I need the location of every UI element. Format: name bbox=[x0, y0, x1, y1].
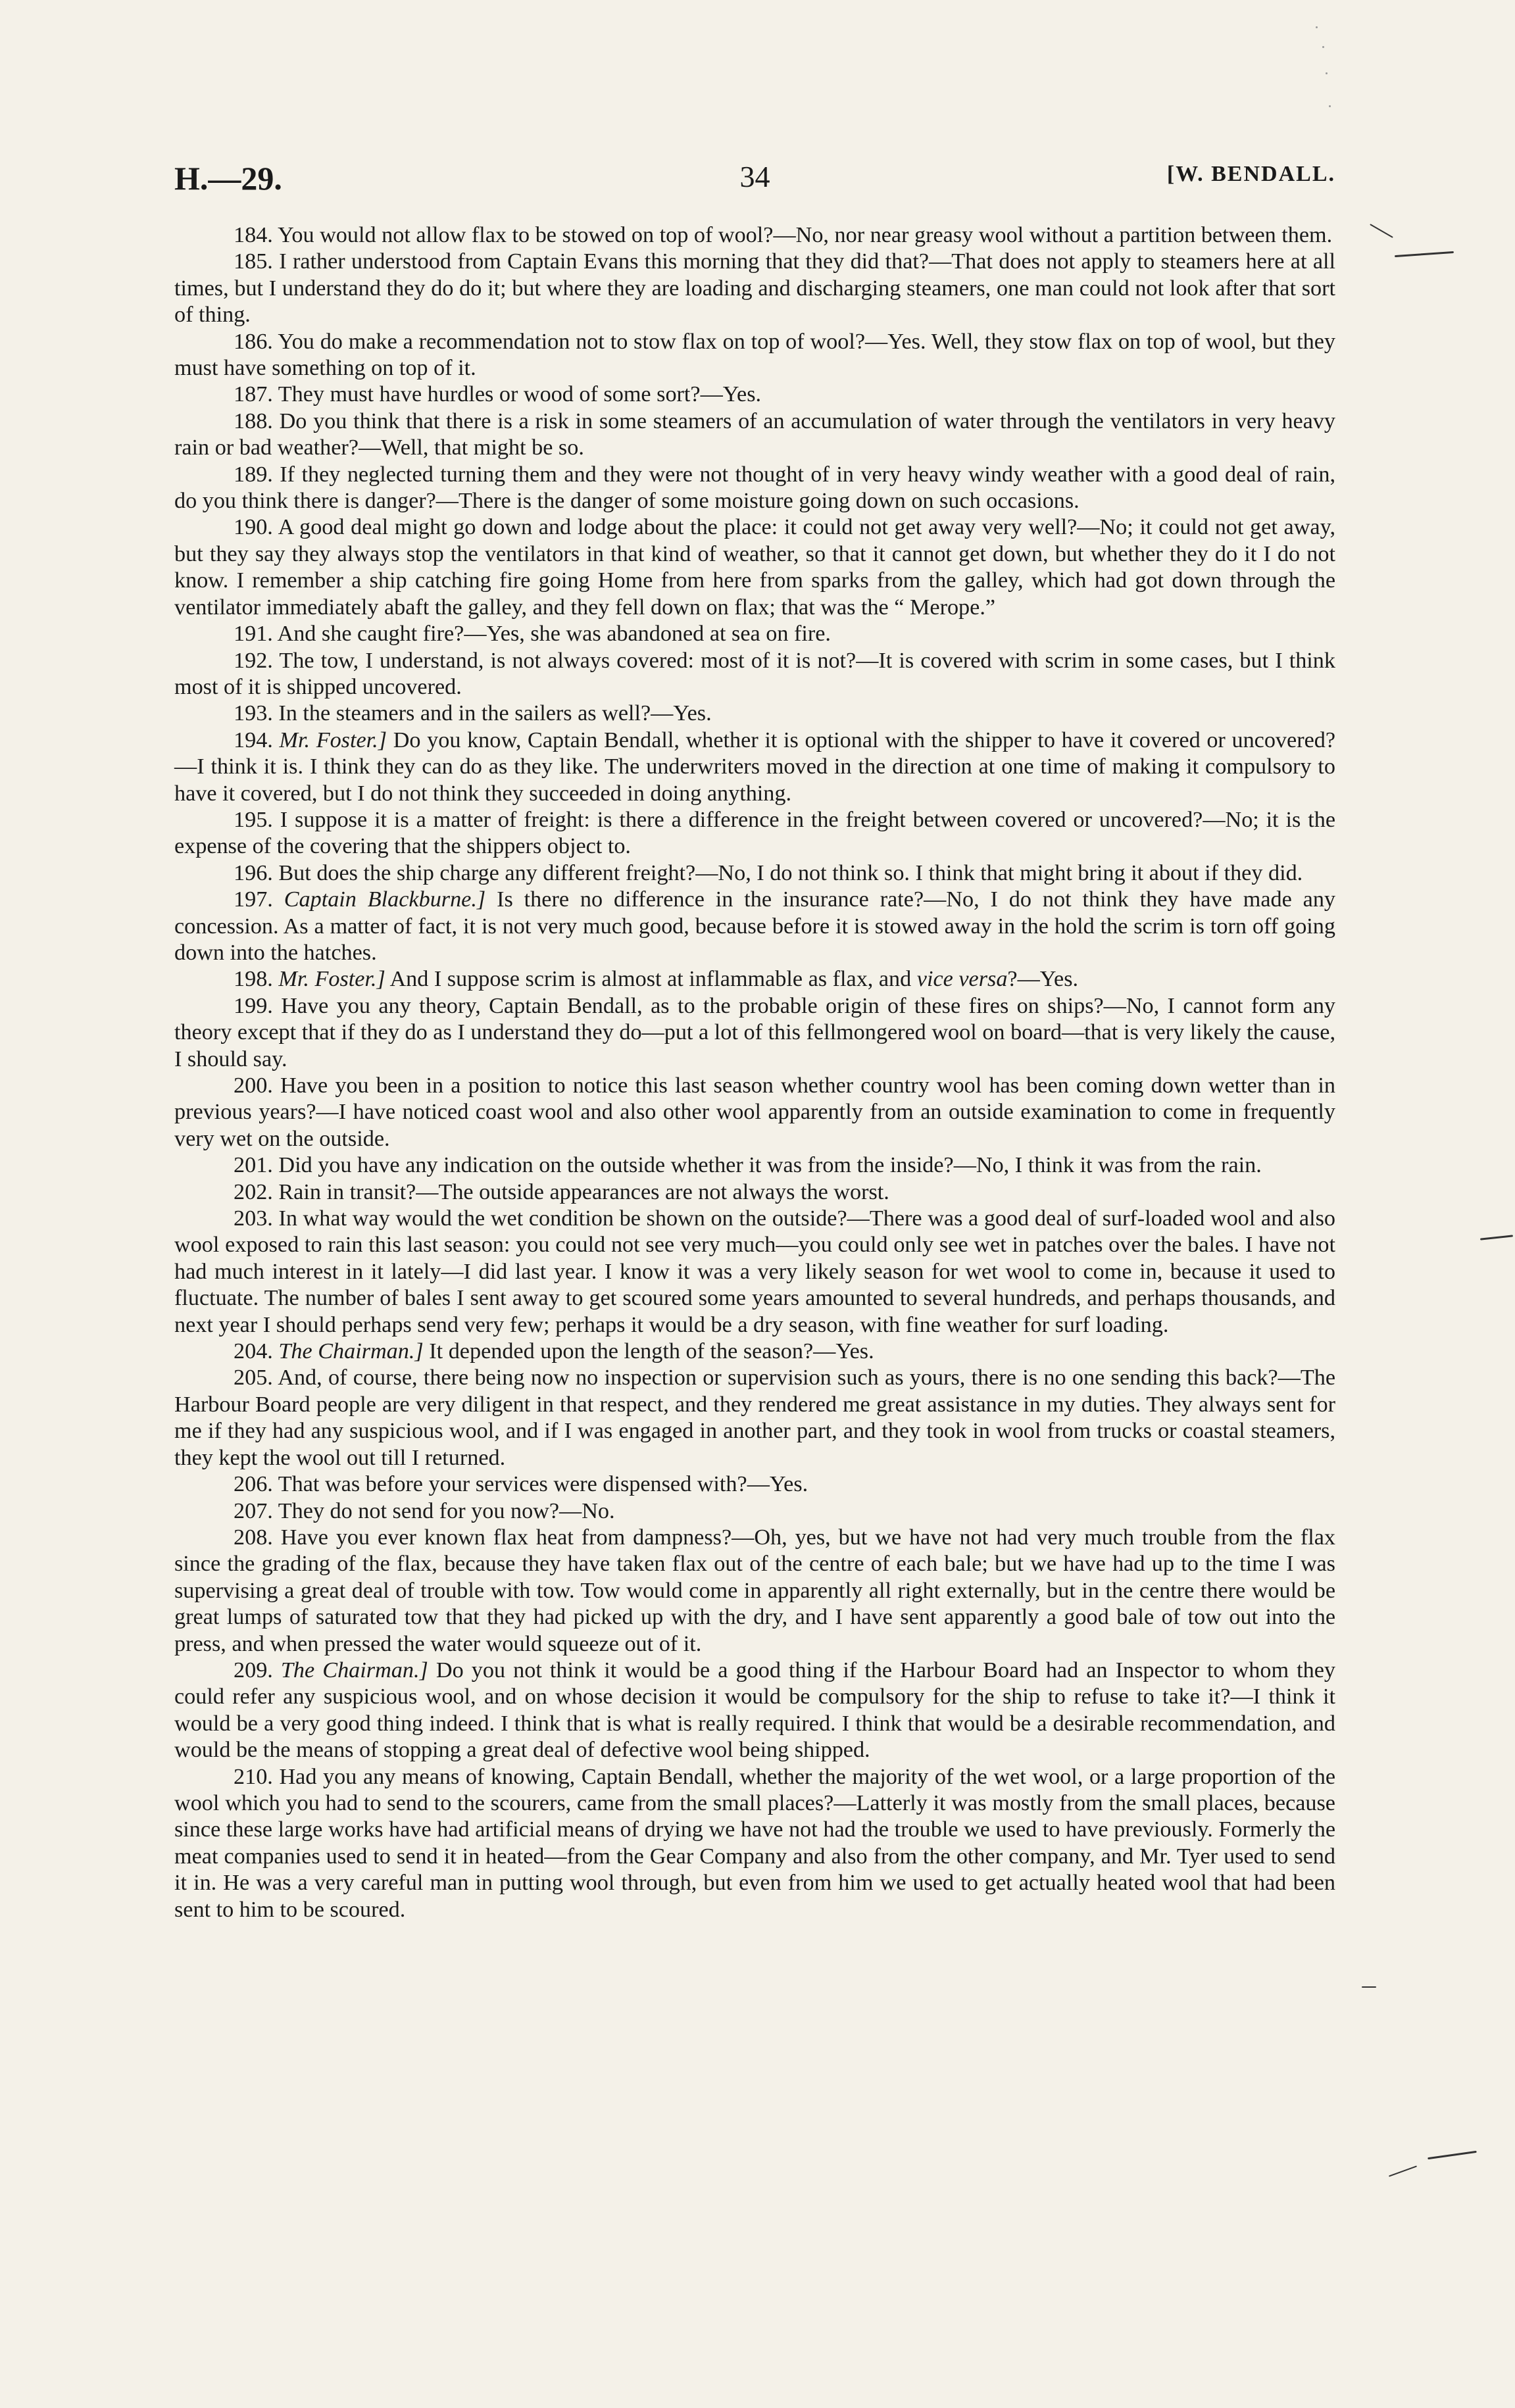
question-number: 202. bbox=[234, 1179, 273, 1204]
question-paragraph bbox=[174, 222, 1335, 249]
margin-mark bbox=[1370, 224, 1393, 238]
question-paragraph bbox=[174, 1471, 1335, 1498]
question-number: 206. bbox=[234, 1472, 273, 1497]
question-answer-text: Do you not think it would be a good thing if the Harbour Board had an Inspector to whom they could refer any suspicious wool, and on whose decision it would be compulsory for the ship to refuse to take it?—I think it would be a very good thing indeed. I think that is what is really required. I think that would be a desirable recommendation, and would be the means of stopping a great deal of defective wool being shipped. bbox=[174, 1658, 1336, 1763]
question-paragraph bbox=[174, 381, 1335, 408]
question-number: 184. bbox=[234, 223, 273, 247]
question-answer-text: They do not send for you now?—No. bbox=[278, 1498, 615, 1523]
question-answer-text: Do you think that there is a risk in some steamers of an accumulation of water through the ventilators in very heavy rain or bad weather?—Well, that might be so. bbox=[174, 408, 1335, 460]
testimony-body bbox=[174, 222, 1335, 1923]
question-answer-text: And, of course, there being now no inspection or supervision such as yours, there is no one sending this back?—The Harbour Board people are very diligent in that respect, and they rendered me great assistance in my duties. They always sent for me if they had any suspicious wool, and if I was engaged in another part, and they took in wool from trucks or coastal steamers, they kept the wool out till I returned. bbox=[174, 1365, 1335, 1470]
margin-mark bbox=[1480, 1235, 1513, 1240]
question-answer-text: You do make a recommendation not to stow flax on top of wool?—Yes. Well, they stow flax on top of wool, but they must have something on top of it. bbox=[174, 329, 1335, 381]
question-paragraph bbox=[174, 1525, 1335, 1658]
question-paragraph bbox=[174, 1658, 1335, 1764]
question-answer-text: Have you been in a position to notice this last season whether country wool has been coming down wetter than in previous years?—I have noticed coast wool and also other wool apparently from an outside examination to come in frequently very wet on the outside. bbox=[174, 1073, 1336, 1151]
question-number: 198. bbox=[234, 967, 273, 992]
question-paragraph bbox=[174, 1073, 1335, 1152]
question-number: 200. bbox=[234, 1073, 273, 1098]
page-number: 34 bbox=[739, 160, 770, 193]
margin-mark bbox=[1395, 251, 1454, 257]
question-number: 191. bbox=[234, 622, 273, 647]
question-number: 189. bbox=[234, 462, 273, 487]
question-number: 190. bbox=[234, 515, 273, 540]
question-answer-text: Have you any theory, Captain Bendall, as to the probable origin of these fires on ships?—No, I cannot form any theory except that if they do as I understand they do—put a lot of this fellmongered wool on board—that is very likely the cause, I should say. bbox=[174, 993, 1336, 1071]
question-paragraph bbox=[174, 807, 1335, 860]
question-answer-text: In the steamers and in the sailers as well?—Yes. bbox=[278, 701, 712, 726]
question-paragraph bbox=[174, 966, 1335, 993]
scan-speck bbox=[1329, 105, 1331, 107]
question-paragraph bbox=[174, 887, 1335, 966]
question-number: 201. bbox=[234, 1153, 273, 1178]
speaker-name: Mr. Foster.] bbox=[279, 727, 387, 752]
question-paragraph bbox=[174, 727, 1335, 807]
question-number: 196. bbox=[234, 860, 273, 885]
witness-name: [W. BENDALL. bbox=[1166, 162, 1335, 186]
question-paragraph bbox=[174, 1498, 1335, 1525]
question-number: 210. bbox=[234, 1764, 273, 1789]
speaker-name: The Chairman.] bbox=[278, 1339, 424, 1364]
scan-speck bbox=[1322, 46, 1324, 48]
question-answer-text: They must have hurdles or wood of some sort?—Yes. bbox=[278, 382, 762, 407]
question-answer-text: It depended upon the length of the season?—Yes. bbox=[429, 1339, 874, 1364]
question-number: 205. bbox=[234, 1365, 273, 1390]
question-paragraph bbox=[174, 249, 1335, 328]
question-number: 194. bbox=[234, 727, 273, 752]
question-number: 186. bbox=[234, 329, 273, 354]
question-paragraph bbox=[174, 1152, 1335, 1179]
question-number: 209. bbox=[234, 1658, 273, 1683]
question-paragraph bbox=[174, 860, 1335, 887]
question-number: 197. bbox=[234, 887, 273, 912]
question-answer-text: And she caught fire?—Yes, she was abandoned at sea on fire. bbox=[277, 622, 831, 647]
question-answer-text: And I suppose scrim is almost at inflammable as flax, and vice versa?—Yes. bbox=[389, 967, 1079, 992]
question-paragraph bbox=[174, 462, 1335, 515]
question-answer-text: That was before your services were dispensed with?—Yes. bbox=[278, 1472, 808, 1497]
question-number: 188. bbox=[234, 408, 273, 433]
margin-mark bbox=[1389, 2165, 1417, 2176]
speaker-name: Captain Blackburne.] bbox=[284, 887, 486, 912]
question-paragraph bbox=[174, 1206, 1335, 1339]
question-paragraph bbox=[174, 408, 1335, 462]
question-answer-text: I rather understood from Captain Evans this morning that they did that?—That does not apply to steamers here at all times, but I understand they do do it; but where they are loading and discharging steamers, one man could not look after that sort of thing. bbox=[174, 249, 1335, 328]
question-answer-text: In what way would the wet condition be shown on the outside?—There was a good deal of surf-loaded wool and also wool exposed to rain this last season: you could not see very much—you could only see wet in patches over the bales. I have not had much interest in it lately—I did last year. I know it was a very likely season for wet wool to come in, because it used to fluctuate. The number of bales I sent away to get scoured some years amounted to several hundreds, and perhaps thousands, and next year I should perhaps send very few; perhaps it would be a dry season, with fine weather for surf loading. bbox=[174, 1206, 1336, 1337]
question-answer-text: You would not allow flax to be stowed on top of wool?—No, nor near greasy wool without a partition between them. bbox=[278, 223, 1333, 247]
question-answer-text: A good deal might go down and lodge about the place: it could not get away very well?—No; it could not get away, but they say they always stop the ventilators in that kind of weather, so that it cannot get down, but whether they do it I do not know. I remember a ship catching fire going Home from here from sparks from the galley, which had got down through the ventilator immediately abaft the galley, and they fell down on flax; that was the “ Merope.” bbox=[174, 515, 1335, 620]
question-answer-text: The tow, I understand, is not always covered: most of it is not?—It is covered with scrim in some cases, but I think most of it is shipped uncovered. bbox=[174, 648, 1335, 699]
question-paragraph bbox=[174, 1764, 1335, 1923]
question-paragraph bbox=[174, 700, 1335, 727]
margin-mark bbox=[1428, 2151, 1477, 2159]
question-number: 195. bbox=[234, 807, 273, 832]
scan-speck bbox=[1316, 26, 1318, 28]
question-number: 204. bbox=[234, 1339, 273, 1364]
question-number: 193. bbox=[234, 701, 273, 726]
document-reference: H.—29. bbox=[174, 160, 282, 197]
question-answer-text: Have you ever known flax heat from dampness?—Oh, yes, but we have not had very much trouble from the flax since the grading of the flax, because they have taken flax out of the centre of each bale; but we have had up to the time I was supervising a great deal of trouble with tow. Tow would come in apparently all right externally, but in the centre there would be great lumps of saturated tow that they had picked up with the dry, and I have sent apparently a good bale of tow out into the press, and when pressed the water would squeeze out of it. bbox=[174, 1525, 1336, 1656]
question-answer-text: But does the ship charge any different freight?—No, I do not think so. I think that might bring it about if they did. bbox=[278, 860, 1303, 885]
margin-mark bbox=[1362, 1986, 1376, 1988]
question-paragraph bbox=[174, 621, 1335, 647]
question-answer-text: Do you know, Captain Bendall, whether it is optional with the shipper to have it covered or uncovered?—I think it is. I think they can do as they like. The underwriters moved in the direction at one time of making it compulsory to have it covered, but I do not think they succeeded in doing anything. bbox=[174, 727, 1336, 806]
question-answer-text: I suppose it is a matter of freight: is there a difference in the freight between covered or uncovered?—No; it is the expense of the covering that the shippers object to. bbox=[174, 807, 1336, 859]
question-paragraph bbox=[174, 329, 1335, 382]
question-number: 185. bbox=[234, 249, 273, 274]
question-paragraph bbox=[174, 1365, 1335, 1471]
speaker-name: The Chairman.] bbox=[280, 1658, 428, 1683]
question-number: 203. bbox=[234, 1206, 273, 1231]
speaker-name: Mr. Foster.] bbox=[278, 967, 385, 992]
question-number: 192. bbox=[234, 648, 273, 673]
question-answer-text: Rain in transit?—The outside appearances are not always the worst. bbox=[278, 1179, 889, 1204]
question-paragraph bbox=[174, 993, 1335, 1073]
question-answer-text: Is there no difference in the insurance rate?—No, I do not think they have made any concession. As a matter of fact, it is not very much good, because before it is stowed away in the hold the scrim is torn off going down into the hatches. bbox=[174, 887, 1336, 965]
question-paragraph bbox=[174, 1179, 1335, 1206]
question-number: 208. bbox=[234, 1525, 273, 1550]
question-paragraph bbox=[174, 648, 1335, 701]
question-paragraph bbox=[174, 1339, 1335, 1365]
question-answer-text: Had you any means of knowing, Captain Bendall, whether the majority of the wet wool, or a large proportion of the wool which you had to send to the scourers, came from the small places?—Latterly it was mostly from the small places, because since these large works have had artificial means of drying we have not had the trouble we used to have previously. Formerly the meat companies used to send it in heated—from the Gear Company and also from the other company, and Mr. Tyer used to send it in. He was a very careful man in putting wool through, but even from him we used to get actually heated wool that had been sent to him to be scoured. bbox=[174, 1764, 1336, 1922]
page-header bbox=[174, 153, 1335, 199]
question-paragraph bbox=[174, 514, 1335, 621]
scan-speck bbox=[1326, 72, 1328, 74]
question-answer-text: If they neglected turning them and they were not thought of in very heavy windy weather with a good deal of rain, do you think there is danger?—There is the danger of some moisture going down on such occasions. bbox=[174, 462, 1336, 514]
question-number: 207. bbox=[234, 1498, 273, 1523]
question-number: 199. bbox=[234, 993, 273, 1018]
question-answer-text: Did you have any indication on the outside whether it was from the inside?—No, I think it was from the rain. bbox=[278, 1153, 1262, 1178]
question-number: 187. bbox=[234, 382, 273, 407]
